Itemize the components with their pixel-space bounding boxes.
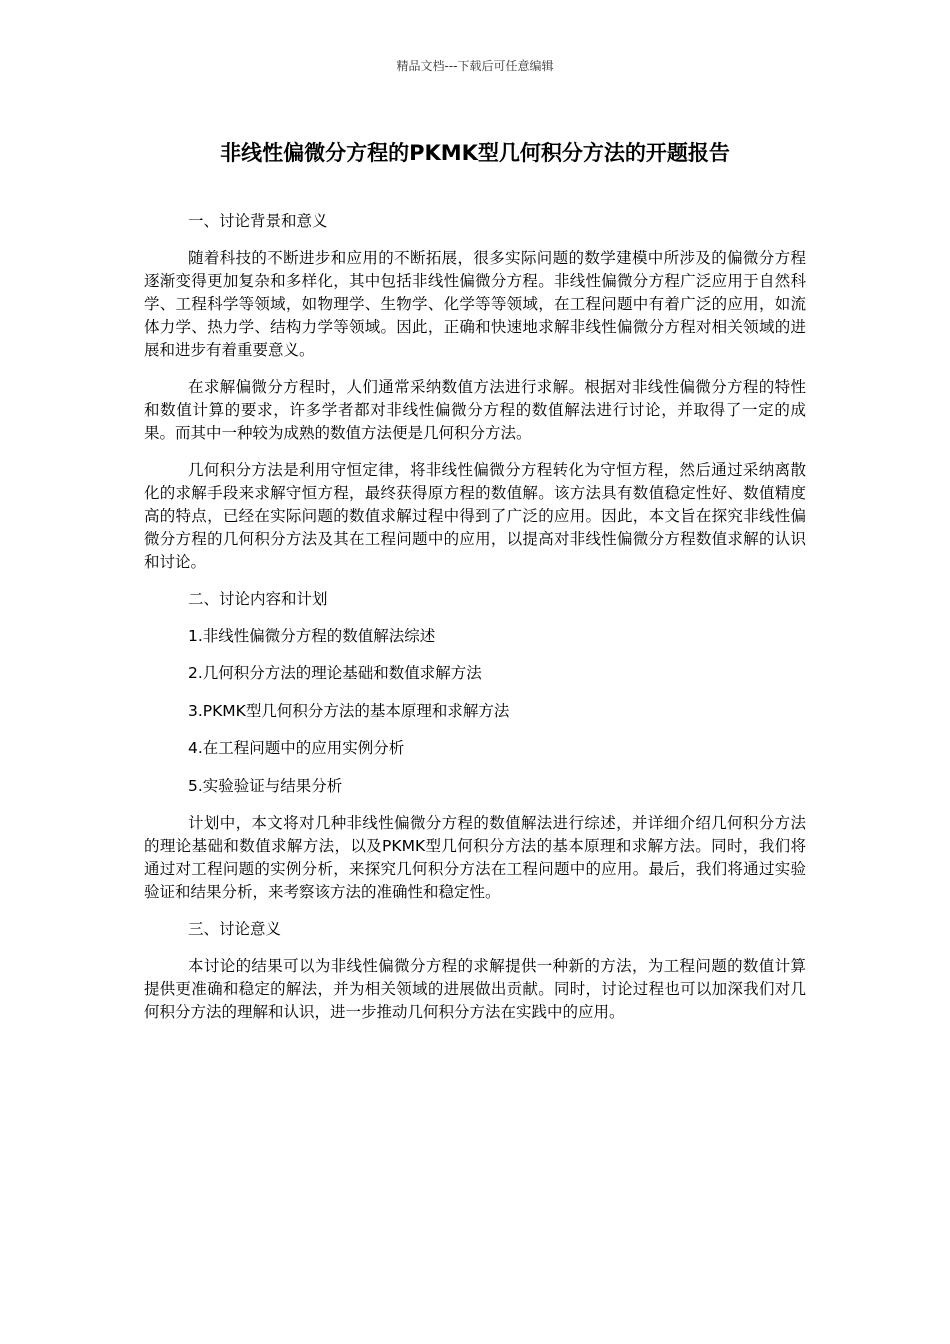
paragraph-significance: 本讨论的结果可以为非线性偏微分方程的求解提供一种新的方法，为工程问题的数值计算提供更准确和稳定的解法，并为相关领域的进展做出贡献。同时，讨论过程也可以加深我们对几何积分方法的理解和认识，进一步推动几何积分方法在实践中的应用。: [144, 956, 806, 1021]
page-header: 精品文档---下载后可任意编辑: [396, 59, 554, 73]
list-item: 2.几何积分方法的理论基础和数值求解方法: [188, 664, 482, 683]
section-heading-content-plan: 二、讨论内容和计划: [188, 590, 328, 608]
paragraph-background-2: 在求解偏微分方程时，人们通常采纳数值方法进行求解。根据对非线性偏微分方程的特性和数值计算的要求，许多学者都对非线性偏微分方程的数值解法进行讨论，并取得了一定的成果。而其中一种较为成熟的数值方法便是几何积分方法。: [144, 378, 806, 442]
paragraph-background-1: 随着科技的不断进步和应用的不断拓展，很多实际问题的数学建模中所涉及的偏微分方程逐渐变得更加复杂和多样化，其中包括非线性偏微分方程。非线性偏微分方程广泛应用于自然科学、工程科学等领域，如物理学、生物学、化学等等领域，在工程问题中有着广泛的应用，如流体力学、热力学、结构力学等领域。因此，正确和快速地求解非线性偏微分方程对相关领域的进展和进步有着重要意义。: [144, 249, 806, 359]
section-heading-significance: 三、讨论意义: [188, 919, 282, 938]
section-heading-background: 一、讨论背景和意义: [188, 212, 328, 230]
list-item: 4.在工程问题中的应用实例分析: [188, 739, 405, 758]
document-title: 非线性偏微分方程的PKMK型几何积分方法的开题报告: [220, 141, 730, 165]
paragraph-background-3: 几何积分方法是利用守恒定律，将非线性偏微分方程转化为守恒方程，然后通过采纳离散化的求解手段来求解守恒方程，最终获得原方程的数值解。该方法具有数值稳定性好、数值精度高的特点，已经在实际问题的数值求解过程中得到了广泛的应用。因此，本文旨在探究非线性偏微分方程的几何积分方法及其在工程问题中的应用，以提高对非线性偏微分方程数值求解的认识和讨论。: [144, 461, 806, 571]
list-item: 1.非线性偏微分方程的数值解法综述: [188, 627, 436, 645]
document-body: [144, 210, 806, 1038]
list-item: 3.PKMK型几何积分方法的基本原理和求解方法: [188, 701, 510, 720]
list-item: 5.实验验证与结果分析: [188, 776, 343, 795]
paragraph-plan: 计划中，本文将对几种非线性偏微分方程的数值解法进行综述，并详细介绍几何积分方法的理论基础和数值求解方法，以及PKMK型几何积分方法的基本原理和求解方法。同时，我们将通过对工程问题的实例分析，来探究几何积分方法在工程问题中的应用。最后，我们将通过实验验证和结果分析，来考察该方法的准确性和稳定性。: [144, 813, 806, 901]
